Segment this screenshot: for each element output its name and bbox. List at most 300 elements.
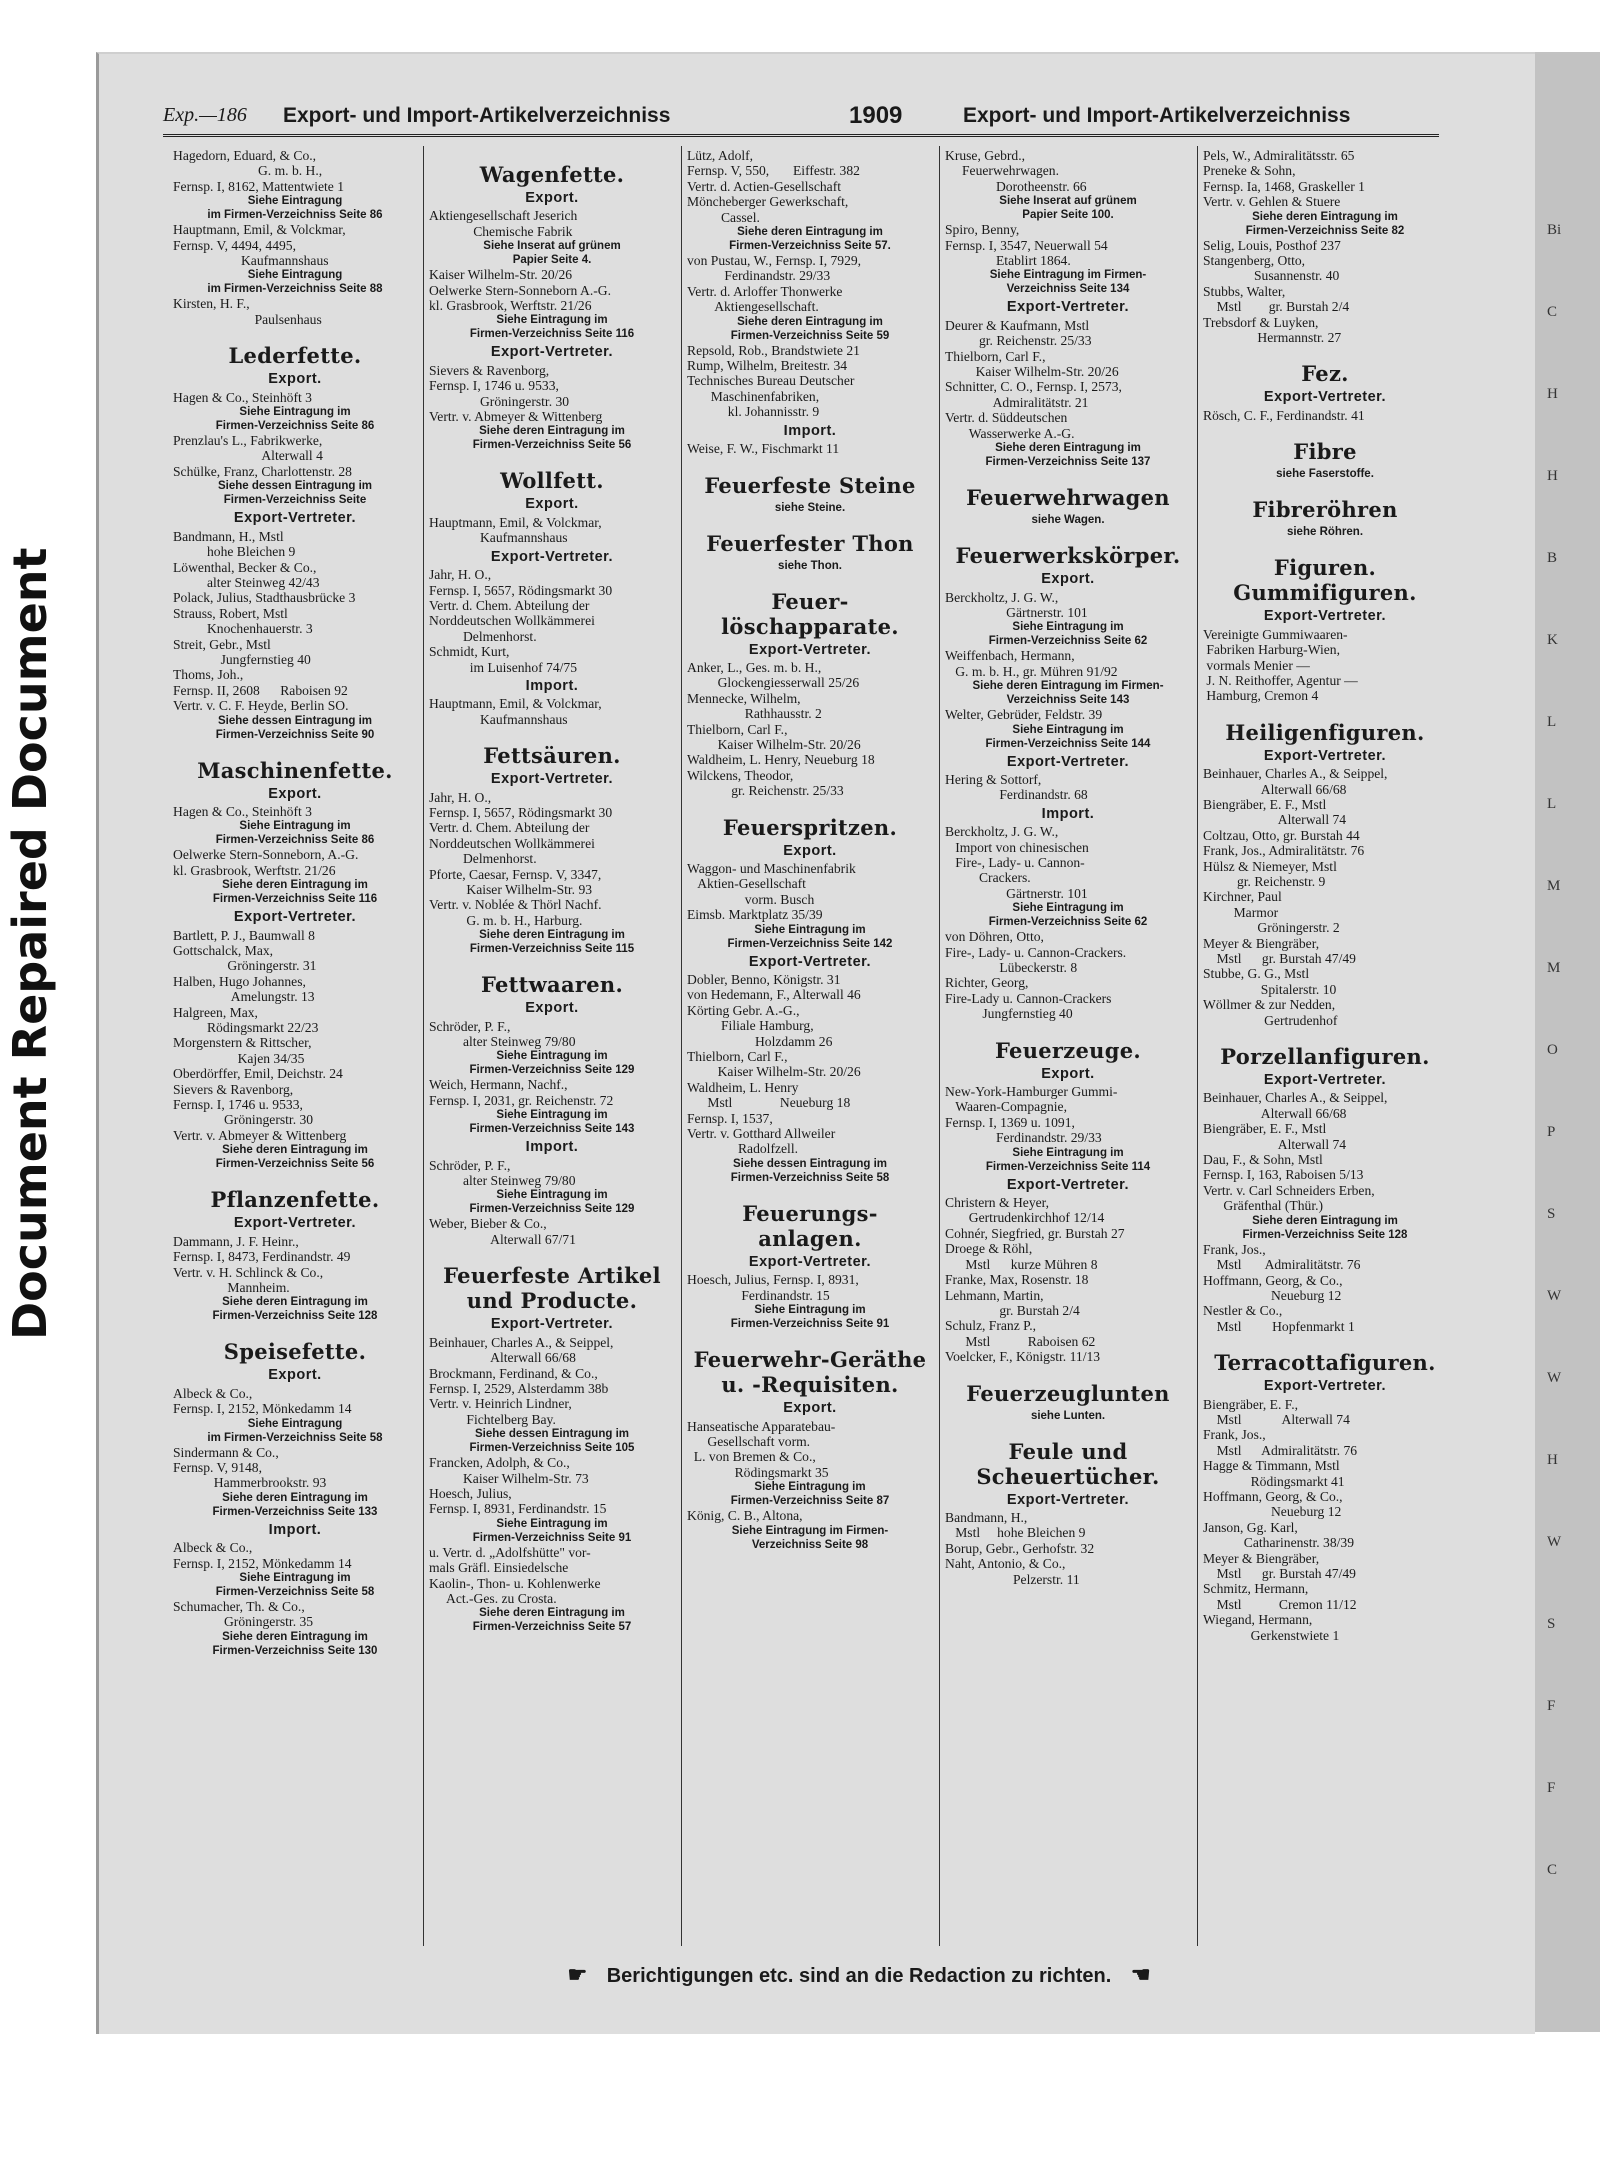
firm-entry: von Pustau, W., Fernsp. I, 7929, Ferdinandstr. 29/33 (687, 253, 862, 284)
firm-entry: Sievers & Ravenborg, Fernsp. I, 1746 u. 9533, Gröningerstr. 30 (429, 362, 570, 409)
directory-section (687, 148, 933, 457)
firm-entry: Coltzau, Otto, gr. Burstah 44 (1203, 827, 1360, 843)
directory-section (1203, 497, 1447, 539)
firm-entry: Löwenthal, Becker & Co., alter Steinweg 42/43 (173, 559, 320, 590)
firm-entry: Jahr, H. O., Fernsp. I, 5657, Rödingsmarkt 30 (429, 789, 613, 820)
registry-reference: Siehe deren Eintragung im Firmen-Verzeichniss Seite 130 (212, 1630, 378, 1657)
firm-entry: Wiegand, Hermann, Gerkenstwiete 1 (1203, 1612, 1340, 1643)
section-heading: Feuerfeste Artikel und Producte. (443, 1263, 661, 1314)
section-heading: Figuren. Gummifiguren. (1233, 555, 1417, 606)
firm-entry: Polack, Julius, Stadthausbrücke 3 (173, 590, 356, 606)
firm-entry: Vertr. v. Carl Schneiders Erben, Gräfenthal (Thür.) (1203, 1182, 1375, 1214)
directory-section (173, 758, 417, 1172)
firm-entry: Schulz, Franz P., Mstl Raboisen 62 (945, 1318, 1096, 1349)
firm-entry: Pforte, Caesar, Fernsp. V, 3347, Kaiser Wilhelm-Str. 93 (429, 866, 602, 897)
section-heading: Feuerwehrwagen (966, 485, 1170, 511)
next-page-letter: M (1547, 878, 1561, 894)
registry-reference: Siehe deren Eintragung im Firmen-Verzeichniss Seite 57 (472, 1607, 632, 1634)
directory-section (429, 1263, 675, 1634)
section-heading: Feuerspritzen. (722, 814, 898, 840)
firm-entry: Gottschalck, Max, Gröningerstr. 31 (173, 943, 317, 974)
group-label: Export-Vertreter. (1006, 1176, 1130, 1193)
group-label: Export-Vertreter. (748, 953, 872, 970)
firm-entry: Frank, Jos., Admiralitätstr. 76 (1203, 843, 1365, 859)
firm-entry: Wöllmer & zur Nedden, Gertrudenhof (1203, 997, 1338, 1028)
section-heading: Feuerwehr-Geräthe u. -Requisiten. (693, 1347, 927, 1398)
firm-entry: Schumacher, Th. & Co., Gröningerstr. 35 (173, 1598, 314, 1630)
next-page-letter: C (1547, 304, 1558, 320)
firm-entry: Hoffmann, Georg, & Co., Neueburg 12 (1203, 1488, 1343, 1520)
firm-entry: Vertr. v. Abmeyer & Wittenberg (173, 1127, 347, 1143)
side-scan-label: Document Repaired Document (3, 547, 57, 1340)
firm-entry: Brockmann, Ferdinand, & Co., Fernsp. I, 2529, Alsterdamm 38b (429, 1365, 609, 1396)
firm-entry: Oelwerke Stern-Sonneborn, A.-G. kl. Grasbrook, Werftstr. 21/26 (173, 847, 359, 878)
registry-reference: Siehe deren Eintragung im Firmen-Verzeichniss Seite 56 (472, 425, 632, 452)
group-label: Export-Vertreter. (1263, 1072, 1387, 1089)
firm-entry: Frank, Jos., Mstl Admiralitätstr. 76 (1203, 1427, 1358, 1458)
section-heading: Feuerfeste Steine (704, 472, 916, 498)
firm-entry: Meyer & Biengräber, Mstl gr. Burstah 47/49 (1203, 1550, 1356, 1581)
firm-entry: Vertr. d. Süddeutschen Wasserwerke A.-G. (945, 410, 1075, 441)
section-heading: Fettwaaren. (480, 972, 624, 998)
firm-entry: Albeck & Co., Fernsp. I, 2152, Mönkedamm 14 (173, 1385, 352, 1417)
column-5 (1203, 146, 1447, 1946)
firm-entry: Pels, W., Admiralitätsstr. 65 (1203, 148, 1355, 163)
directory-section (1203, 1044, 1447, 1334)
firm-entry: Waldheim, L. Henry, Neueburg 18 (687, 752, 875, 768)
registry-reference: Siehe Eintragung im Firmen-Verzeichniss Seite 87 (730, 1481, 890, 1508)
cross-reference: siehe Faserstoffe. (1276, 468, 1374, 481)
firm-entry: Hagge & Timmann, Mstl Rödingsmarkt 41 (1203, 1458, 1345, 1489)
group-label: Export. (783, 842, 837, 859)
firm-entry: Vertr. v. Abmeyer & Wittenberg (429, 409, 603, 425)
firm-entry: Vertr. d. Chem. Abteilung der Norddeutschen Wollkämmerei Delmenhorst. (429, 820, 595, 867)
firm-entry: Frank, Jos., Mstl Admiralitätstr. 76 (1203, 1241, 1361, 1273)
footer-notice: Berichtigungen etc. sind an die Redaction zu richten. (606, 1965, 1112, 1987)
firm-entry: Waldheim, L. Henry Mstl Neueburg 18 Fernsp. I, 1537, (687, 1079, 851, 1126)
directory-section (687, 531, 933, 573)
group-label: Import. (525, 1139, 579, 1156)
registry-reference: Siehe Eintragung im Firmen-Verzeichniss Seite 58 (215, 1571, 375, 1598)
firm-entry: Hagedorn, Eduard, & Co., G. m. b. H., Fernsp. I, 8162, Mattentwiete 1 (173, 148, 345, 194)
firm-entry: Deurer & Kaufmann, Mstl gr. Reichenstr. 25/33 (945, 317, 1092, 349)
registry-reference: Siehe Eintragung im Firmen-Verzeichniss Seite 86 (215, 406, 375, 433)
group-label: Export-Vertreter. (748, 1253, 872, 1270)
firm-entry: von Döhren, Otto, Fire-, Lady- u. Cannon-Crackers. Lübeckerstr. 8 (945, 929, 1127, 975)
firm-entry: Spiro, Benny, Fernsp. I, 3547, Neuerwall 54 Etablirt 1864. (945, 222, 1108, 269)
directory-section (1203, 720, 1447, 1028)
directory-section (1203, 555, 1447, 703)
firm-entry: Eimsb. Marktplatz 35/39 (687, 907, 823, 923)
directory-section (945, 485, 1191, 527)
scanned-page (96, 52, 1535, 2034)
next-page-letter: L (1547, 714, 1557, 730)
group-label: Export-Vertreter. (748, 641, 872, 658)
firm-entry: Lütz, Adolf, Fernsp. V, 550, Eiffestr. 382 (687, 148, 860, 179)
firm-entry: Repsold, Rob., Brandstwiete 21 (687, 342, 860, 358)
pointing-hand-right-icon: ☛ (567, 1962, 588, 1987)
group-label: Export-Vertreter. (490, 1316, 614, 1333)
registry-reference: Siehe Eintragung im Firmen-Verzeichniss Seite 91 (730, 1304, 890, 1331)
group-label: Export. (1041, 571, 1095, 588)
firm-entry: Schröder, P. F., alter Steinweg 79/80 (429, 1157, 576, 1189)
firm-entry: Rösch, C. F., Ferdinandstr. 41 (1203, 407, 1365, 423)
directory-section (173, 343, 417, 741)
firm-entry: Mennecke, Wilhelm, Rathhausstr. 2 (687, 690, 822, 722)
firm-entry: Berckholtz, J. G. W., Import von chinesischen Fire-, Lady- u. Cannon- Crackers. Gärtnerstr. 101 (945, 824, 1089, 901)
firm-entry: Bandmann, H., Mstl hohe Bleichen 9 (945, 1509, 1086, 1541)
firm-entry: Oberdörffer, Emil, Deichstr. 24 (173, 1066, 343, 1082)
registry-reference: Siehe Eintragung im Firmen-Verzeichniss Seite 62 (988, 621, 1148, 648)
firm-entry: Strauss, Robert, Mstl Knochenhauerstr. 3 (173, 605, 313, 637)
group-label: Export-Vertreter. (233, 510, 357, 527)
firm-entry: Aktiengesellschaft Jeserich Chemische Fabrik (429, 208, 578, 239)
firm-entry: Waggon- und Maschinenfabrik Aktien-Gesellschaft vorm. Busch (687, 860, 856, 907)
firm-entry: u. Vertr. d. „Adolfshütte" vor- mals Gräfl. Einsiedelsche Kaolin-, Thon- u. Kohlenwerke Act.-Ges. zu Crosta. (429, 1544, 601, 1606)
registry-reference: Siehe dessen Eintragung im Firmen-Verzeichniss Seite 58 (730, 1157, 890, 1184)
registry-reference: Siehe Eintragung im Firmen-Verzeichniss Seite 129 (469, 1189, 635, 1216)
section-heading: Feuerzeuglunten (966, 1380, 1170, 1406)
next-page-letter: H (1547, 468, 1558, 484)
directory-section (429, 743, 675, 956)
group-label: Export-Vertreter. (490, 548, 614, 565)
section-heading: Terracottafiguren. (1214, 1350, 1436, 1376)
firm-entry: Lehmann, Martin, gr. Burstah 2/4 (945, 1287, 1080, 1318)
registry-reference: Siehe Eintragung im Firmen-Verzeichniss Seite 58 (207, 1417, 383, 1444)
registry-reference: Siehe deren Eintragung im Firmen-Verzeichniss Seite 116 (212, 879, 378, 906)
firm-entry: Beinhauer, Charles A., & Seippel, Alterwall 66/68 (1203, 1090, 1388, 1121)
directory-section (687, 589, 933, 799)
pointing-hand-left-icon: ☚ (1130, 1962, 1151, 1987)
header-title-right: Export- und Import-Artikelverzeichniss (963, 104, 1351, 127)
registry-reference: Siehe deren Eintragung im Firmen-Verzeichniss Seite 82 (1245, 210, 1405, 237)
registry-reference: Siehe Eintragung im Firmen-Verzeichniss Seite 86 (207, 195, 383, 222)
directory-section (429, 972, 675, 1247)
directory-section (945, 1439, 1191, 1587)
section-heading: Fettsäuren. (483, 743, 621, 769)
firm-entry: Beinhauer, Charles A., & Seippel, Alterwall 66/68 (429, 1334, 614, 1366)
group-label: Import. (1041, 805, 1095, 822)
firm-entry: Technisches Bureau Deutscher Maschinenfabriken, kl. Johannisstr. 9 (687, 373, 855, 420)
next-page-letter: H (1547, 1452, 1558, 1468)
directory-section (429, 162, 675, 452)
firm-entry: Nestler & Co., Mstl Hopfenmarkt 1 (1203, 1303, 1355, 1334)
section-heading: Feuerzeuge. (994, 1037, 1142, 1063)
column-4 (945, 146, 1191, 1946)
firm-entry: Cohnér, Siegfried, gr. Burstah 27 (945, 1225, 1125, 1241)
section-heading: Fibreröhren (1252, 497, 1398, 523)
section-heading: Feuerwerkskörper. (955, 543, 1181, 569)
registry-reference: Siehe deren Eintragung im Firmen-Verzeichniss Seite 133 (212, 1491, 378, 1518)
group-label: Export. (525, 190, 579, 206)
group-label: Export-Vertreter. (490, 344, 614, 361)
directory-section (1203, 439, 1447, 481)
group-label: Export. (268, 371, 322, 388)
firm-entry: Hagen & Co., Steinhöft 3 (173, 803, 312, 819)
registry-reference: Siehe deren Eintragung im Firmen-Verzeichniss Seite 57. (729, 226, 891, 253)
section-heading: Feuerungs- anlagen. (742, 1200, 878, 1251)
firm-entry: Hoffmann, Georg, & Co., Neueburg 12 (1203, 1272, 1343, 1303)
firm-entry: Hanseatische Apparatebau- Gesellschaft vorm. L. von Bremen & Co., Rödingsmarkt 35 (687, 1418, 836, 1480)
firm-entry: König, C. B., Altona, (687, 1508, 803, 1524)
firm-entry: Stubbs, Walter, Mstl gr. Burstah 2/4 (1203, 283, 1350, 315)
section-heading: Porzellanfiguren. (1220, 1044, 1430, 1070)
firm-entry: Janson, Gg. Karl, Catharinenstr. 38/39 (1203, 1519, 1355, 1551)
group-label: Export-Vertreter. (233, 909, 357, 926)
next-page-letter: P (1547, 1124, 1556, 1140)
firm-entry: Rump, Wilhelm, Breitestr. 34 (687, 358, 848, 374)
directory-section (173, 148, 417, 327)
firm-entry: Trebsdorf & Luyken, Hermannstr. 27 (1203, 314, 1342, 346)
registry-reference: Siehe Eintragung im Firmen-Verzeichniss Seite 142 (727, 923, 893, 950)
firm-entry: Kaiser Wilhelm-Str. 20/26 (429, 267, 573, 283)
firm-entry: Weise, F. W., Fischmarkt 11 (687, 441, 840, 457)
directory-section (173, 1339, 417, 1657)
firm-entry: Sievers & Ravenborg, Fernsp. I, 1746 u. 9533, Gröningerstr. 30 (173, 1081, 314, 1128)
section-heading: Feule und Scheuertücher. (976, 1438, 1160, 1489)
firm-entry: Hagen & Co., Steinhöft 3 (173, 389, 312, 405)
group-label: Export-Vertreter. (1263, 608, 1387, 625)
firm-entry: Vertr. d. Actien-Gesellschaft Möncheberger Gewerkschaft, Cassel. (687, 178, 849, 225)
firm-entry: Richter, Georg, Fire-Lady u. Cannon-Crackers Jungfernstieg 40 (945, 975, 1112, 1022)
firm-entry: New-York-Hamburger Gummi- Waaren-Compagnie, Fernsp. I, 1369 u. 1091, Ferdinandstr. 29/33 (945, 1084, 1118, 1146)
firm-entry: Halgreen, Max, Rödingsmarkt 22/23 (173, 1004, 319, 1036)
group-label: Import. (268, 1521, 322, 1538)
registry-reference: Siehe Eintragung im Firmen-Verzeichniss Seite 129 (469, 1050, 635, 1077)
firm-entry: Albeck & Co., Fernsp. I, 2152, Mönkedamm 14 (173, 1540, 352, 1571)
directory-section (945, 148, 1191, 469)
directory-section (945, 1038, 1191, 1365)
firm-entry: Vertr. d. Chem. Abteilung der Norddeutschen Wollkämmerei Delmenhorst. (429, 597, 595, 644)
firm-entry: Vertr. d. Arloffer Thonwerke Aktiengesellschaft. (687, 283, 843, 315)
registry-reference: Siehe deren Eintragung im Firmen-Verzeichniss Seite 59 (730, 315, 890, 342)
registry-reference: Siehe Eintragung im Firmen-Verzeichniss Seite 62 (988, 902, 1148, 929)
section-heading: Heiligenfiguren. (1225, 719, 1425, 745)
column-rule (423, 146, 424, 1946)
page-header (163, 98, 1439, 137)
next-page-letter: C (1547, 1862, 1558, 1878)
registry-reference: Siehe Eintragung im Firmen-Verzeichniss Seite 91 (472, 1517, 632, 1544)
firm-entry: Dau, F., & Sohn, Mstl Fernsp. I, 163, Raboisen 5/13 (1203, 1152, 1364, 1183)
firm-entry: Morgenstern & Rittscher, Kajen 34/35 (173, 1035, 312, 1066)
firm-entry: Vertr. v. Gotthard Allweiler Radolfzell. (687, 1126, 836, 1157)
next-page-letter: S (1547, 1206, 1556, 1222)
registry-reference: Siehe Eintragung im Firmen- Verzeichniss Seite 134 (989, 269, 1147, 296)
next-page-letter: W (1547, 1288, 1562, 1304)
firm-entry: Schröder, P. F., alter Steinweg 79/80 (429, 1018, 576, 1050)
firm-entry: Kirsten, H. F., Paulsenhaus (173, 296, 322, 327)
firm-entry: Francken, Adolph, & Co., Kaiser Wilhelm-Str. 73 (429, 1455, 589, 1486)
column-rule (681, 146, 682, 1946)
firm-entry: Jahr, H. O., Fernsp. I, 5657, Rödingsmarkt 30 (429, 567, 613, 598)
firm-entry: Thielborn, Carl F., Kaiser Wilhelm-Str. 20/26 (945, 348, 1119, 380)
next-page-letter: W (1547, 1534, 1562, 1550)
group-label: Export-Vertreter. (233, 1215, 357, 1232)
directory-section (945, 543, 1191, 1022)
section-heading: Fez. (1301, 361, 1349, 387)
directory-section (1203, 148, 1447, 345)
firm-entry: Hauptmann, Emil, & Volckmar, Fernsp. V, 4494, 4495, Kaufmannshaus (173, 222, 346, 269)
column-3 (687, 146, 933, 1946)
registry-reference: Siehe deren Eintragung im Firmen-Verzeichniss Seite 115 (469, 929, 635, 956)
group-label: Export-Vertreter. (1263, 747, 1387, 764)
registry-reference: Siehe deren Eintragung im Firmen-Verzeichniss Seite 137 (985, 442, 1151, 469)
section-heading: Fibre (1293, 439, 1357, 465)
next-page-letter: M (1547, 960, 1561, 976)
firm-entry: Hauptmann, Emil, & Volckmar, Kaufmannshaus (429, 514, 602, 546)
group-label: Export. (268, 1367, 322, 1384)
directory-section (173, 1187, 417, 1323)
firm-entry: Oelwerke Stern-Sonneborn A.-G. kl. Grasbrook, Werftstr. 21/26 (429, 282, 611, 314)
directory-section (1203, 361, 1447, 423)
firm-entry: Biengräber, E. F., Mstl Alterwall 74 (1203, 796, 1347, 828)
page-number: Exp.—186 (163, 104, 247, 126)
directory-section (687, 815, 933, 1185)
section-heading: Wagenfette. (479, 162, 625, 187)
firm-entry: Hoesch, Julius, Fernsp. I, 8931, Ferdinandstr. 15 (687, 1272, 859, 1303)
directory-section (687, 1347, 933, 1551)
next-page-letter: F (1547, 1698, 1556, 1714)
group-label: Export. (525, 1000, 579, 1017)
registry-reference: Siehe deren Eintragung im Firmen-Verzeichniss Seite 128 (1242, 1214, 1408, 1241)
directory-section (429, 468, 675, 727)
firm-entry: Vereinigte Gummiwaaren- Fabriken Harburg-Wien, vormals Menier — J. N. Reithoffer, Agentur — Hamburg, Cremon 4 (1203, 626, 1358, 704)
registry-reference: Siehe dessen Eintragung im Firmen-Verzeichniss Seite 105 (469, 1428, 635, 1455)
group-label: Export. (1041, 1065, 1095, 1082)
next-page-letter: Bi (1547, 222, 1562, 238)
firm-entry: Biengräber, E. F., Mstl Alterwall 74 (1203, 1396, 1350, 1427)
group-label: Export-Vertreter. (1263, 1378, 1387, 1395)
group-label: Export-Vertreter. (1006, 1491, 1130, 1508)
cross-reference: siehe Lunten. (1030, 1409, 1106, 1422)
section-heading: Pflanzenfette. (210, 1187, 380, 1213)
firm-entry: Thoms, Joh., Fernsp. II, 2608 Raboisen 92 (173, 667, 348, 698)
firm-entry: Schmitz, Hermann, Mstl Cremon 11/12 (1203, 1581, 1357, 1612)
firm-entry: Biengräber, E. F., Mstl Alterwall 74 (1203, 1121, 1347, 1152)
registry-reference: Siehe Eintragung im Firmen-Verzeichniss Seite 143 (469, 1109, 635, 1136)
registry-reference: Siehe deren Eintragung im Firmen-Verzeichniss Seite 56 (215, 1144, 375, 1171)
group-label: Import. (525, 677, 579, 694)
registry-reference: Siehe Eintragung im Firmen- Verzeichniss Seite 98 (731, 1524, 889, 1551)
firm-entry: Kirchner, Paul Marmor Gröningerstr. 2 (1203, 889, 1340, 936)
group-label: Export-Vertreter. (1263, 389, 1387, 406)
next-page-letter: B (1547, 550, 1558, 566)
section-heading: Maschinenfette. (197, 757, 393, 783)
section-heading: Feuer- löschapparate. (721, 588, 899, 639)
firm-entry: Borup, Gebr., Gerhofstr. 32 (945, 1540, 1095, 1556)
next-page-letter: O (1547, 1042, 1558, 1058)
firm-entry: Selig, Louis, Posthof 237 (1203, 237, 1341, 253)
firm-entry: Hauptmann, Emil, & Volckmar, Kaufmannshaus (429, 696, 602, 727)
group-label: Import. (783, 422, 837, 439)
page-footer (439, 1958, 1279, 1992)
firm-entry: Vertr. v. Gehlen & Stuere (1203, 194, 1341, 210)
next-page-letter: H (1547, 386, 1558, 402)
column-1 (173, 146, 417, 1946)
next-page-letter: K (1547, 632, 1558, 648)
column-rule (1197, 146, 1198, 1946)
header-title-left: Export- und Import-Artikelverzeichniss (283, 104, 671, 127)
firm-entry: Körting Gebr. A.-G., Filiale Hamburg, Holzdamm 26 (687, 1002, 833, 1049)
firm-entry: Hoesch, Julius, Fernsp. I, 8931, Ferdinandstr. 15 (429, 1485, 607, 1517)
firm-entry: Thielborn, Carl F., Kaiser Wilhelm-Str. 20/26 (687, 1049, 861, 1080)
cross-reference: siehe Wagen. (1031, 514, 1105, 527)
firm-entry: Franke, Max, Rosenstr. 18 (945, 1272, 1089, 1288)
firm-entry: Schülke, Franz, Charlottenstr. 28 (173, 463, 352, 479)
registry-reference: Siehe deren Eintragung im Firmen-Verzeichniss Seite 128 (212, 1296, 378, 1323)
cross-reference: siehe Röhren. (1286, 526, 1364, 539)
next-page-letter: W (1547, 1370, 1562, 1386)
firm-entry: Sindermann & Co., Fernsp. V, 9148, Hammerbrookstr. 93 (173, 1444, 327, 1491)
group-label: Export. (525, 496, 579, 513)
column-rule (939, 146, 940, 1946)
next-page-letter: S (1547, 1616, 1556, 1632)
firm-entry: Preneke & Sohn, Fernsp. Ia, 1468, Graskeller 1 (1203, 163, 1365, 194)
firm-entry: Schmidt, Kurt, im Luisenhof 74/75 (429, 644, 578, 675)
firm-entry: Hülsz & Niemeyer, Mstl gr. Reichenstr. 9 (1203, 858, 1337, 889)
firm-entry: Schnitter, C. O., Fernsp. I, 2573, Admiralitätstr. 21 (945, 379, 1122, 410)
firm-entry: Droege & Röhl, Mstl kurze Mühren 8 (945, 1241, 1098, 1272)
registry-reference: Siehe dessen Eintragung im Firmen-Verzeichniss Seite 90 (215, 714, 375, 741)
section-heading: Wollfett. (500, 468, 604, 494)
firm-entry: Beinhauer, Charles A., & Seippel, Alterwall 66/68 (1203, 766, 1388, 797)
firm-entry: Kruse, Gebrd., Feuerwehrwagen. Dorotheenstr. 66 (945, 148, 1087, 194)
firm-entry: Dobler, Benno, Königstr. 31 (687, 972, 841, 987)
firm-entry: Thielborn, Carl F., Kaiser Wilhelm-Str. 20/26 (687, 721, 861, 752)
firm-entry: Welter, Gebrüder, Feldstr. 39 (945, 707, 1103, 723)
firm-entry: Christern & Heyer, Gertrudenkirchhof 12/14 (945, 1195, 1105, 1226)
directory-section (687, 473, 933, 515)
firm-entry: Anker, L., Ges. m. b. H., Glockengiesserwall 25/26 (687, 659, 860, 691)
directory-section (687, 1201, 933, 1331)
cross-reference: siehe Steine. (774, 501, 846, 514)
firm-entry: Meyer & Biengräber, Mstl gr. Burstah 47/49 (1203, 935, 1356, 966)
registry-reference: Siehe dessen Eintragung im Firmen-Verzeichniss Seite (217, 480, 372, 507)
firm-entry: Vertr. v. C. F. Heyde, Berlin SO. (173, 698, 349, 714)
firm-entry: Vertr. v. Noblée & Thörl Nachf. G. m. b. H., Harburg. (429, 897, 602, 928)
directory-section (1203, 1350, 1447, 1643)
firm-entry: von Hedemann, F., Alterwall 46 (687, 987, 861, 1003)
group-label: Export. (783, 1400, 837, 1417)
registry-reference: Siehe Inserat auf grünem Papier Seite 100. (999, 195, 1137, 222)
firm-entry: Bandmann, H., Mstl hohe Bleichen 9 (173, 528, 296, 560)
firm-entry: Wilckens, Theodor, gr. Reichenstr. 25/33 (687, 767, 844, 799)
header-year: 1909 (849, 102, 903, 129)
registry-reference: Siehe Eintragung im Firmen-Verzeichniss Seite 144 (985, 723, 1151, 750)
firm-entry: Weber, Bieber & Co., Alterwall 67/71 (429, 1216, 576, 1247)
next-page-letter: F (1547, 1780, 1556, 1796)
firm-entry: Naht, Antonio, & Co., Pelzerstr. 11 (945, 1556, 1080, 1587)
registry-reference: Siehe deren Eintragung im Firmen- Verzeichniss Seite 143 (972, 680, 1164, 707)
firm-entry: Voelcker, F., Königstr. 11/13 (945, 1349, 1101, 1365)
group-label: Export-Vertreter. (1006, 299, 1130, 316)
firm-entry: Vertr. v. Heinrich Lindner, Fichtelberg Bay. (429, 1396, 572, 1427)
section-heading: Feuerfester Thon (706, 530, 914, 556)
next-page-letter: L (1547, 796, 1557, 812)
directory-section (945, 1381, 1191, 1423)
firm-entry: Berckholtz, J. G. W., Gärtnerstr. 101 (945, 589, 1088, 620)
column-2 (429, 146, 675, 1946)
firm-entry: Stubbe, G. G., Mstl Spitalerstr. 10 (1203, 966, 1337, 997)
section-heading: Speisefette. (223, 1339, 367, 1365)
firm-entry: Prenzlau's L., Fabrikwerke, Alterwall 4 (173, 433, 323, 464)
firm-entry: Hering & Sottorf, Ferdinandstr. 68 (945, 771, 1088, 803)
section-heading: Lederfette. (228, 343, 362, 369)
group-label: Export. (268, 785, 322, 802)
registry-reference: Siehe Eintragung im Firmen-Verzeichniss Seite 116 (469, 314, 635, 341)
firm-entry: Streit, Gebr., Mstl Jungfernstieg 40 (173, 636, 311, 667)
registry-reference: Siehe Inserat auf grünem Papier Seite 4. (483, 240, 621, 267)
